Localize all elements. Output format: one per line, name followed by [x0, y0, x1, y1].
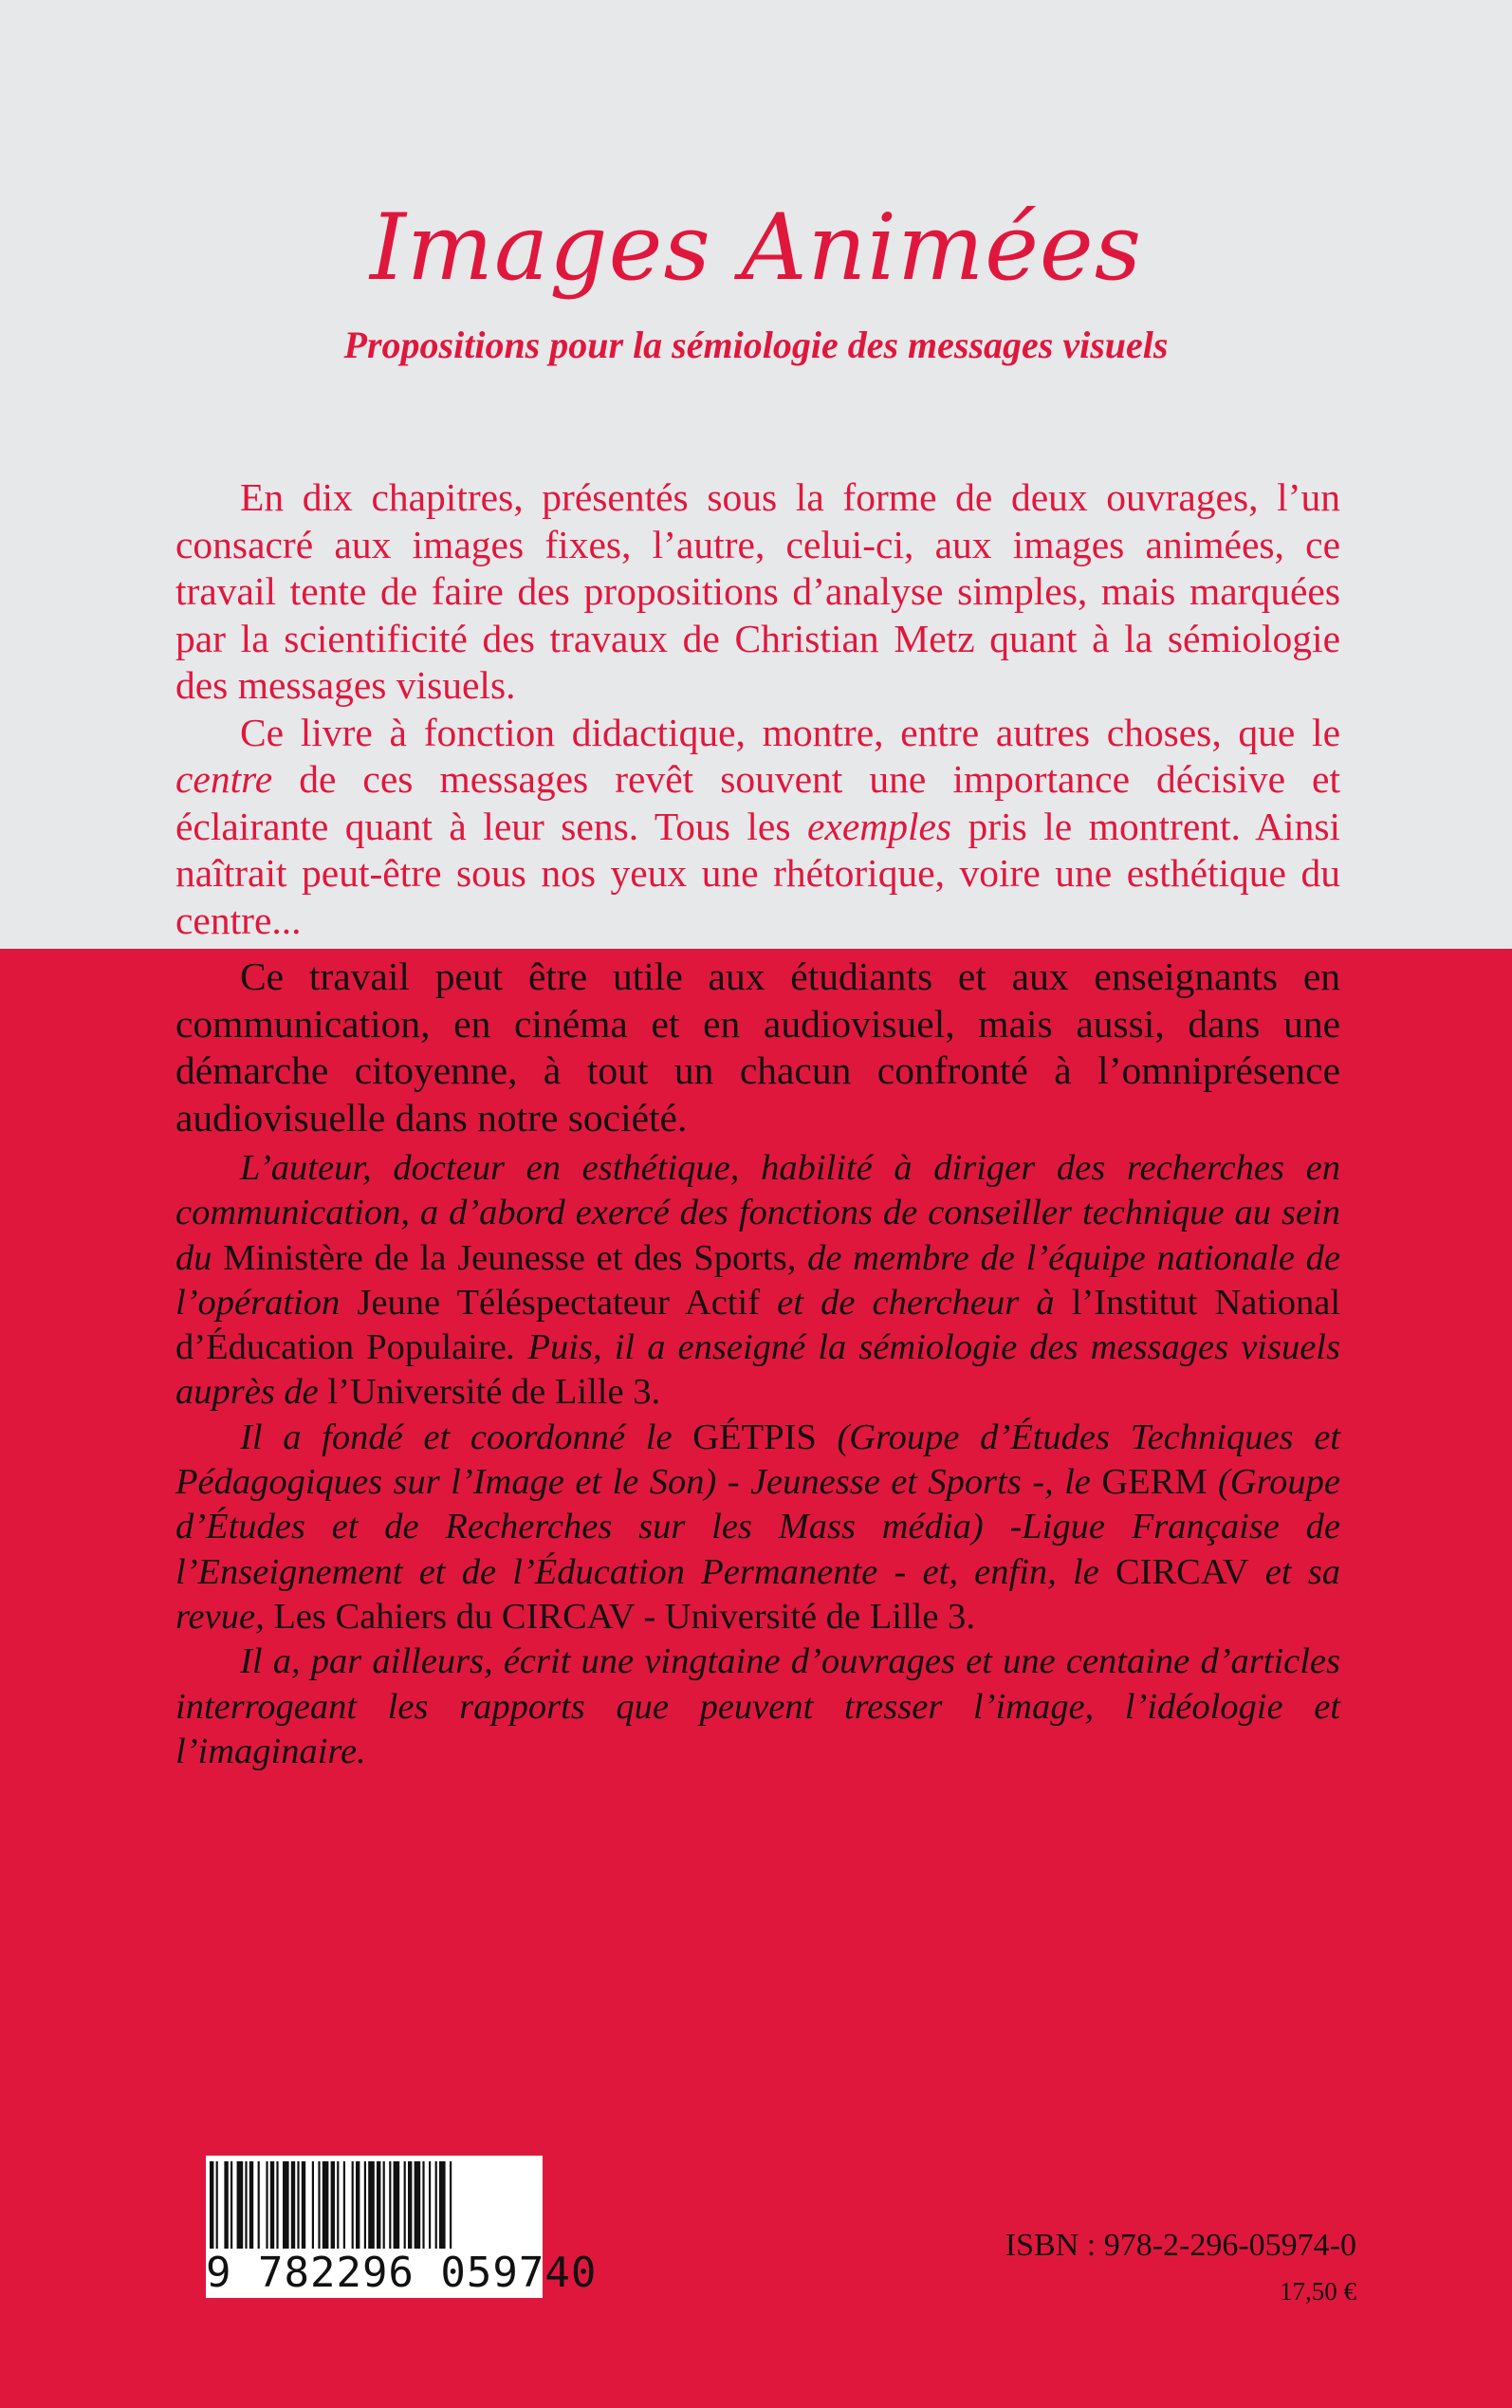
author-bio-paragraph-1: L’auteur, docteur en esthétique, habilité à diriger des recherches en communication, a d’abord exercé des fonctions de conseiller technique au sein du Ministère de la Jeunesse et des Sports, de membre de l’équipe nationale de l’opération Jeune Téléspectateur Actif et de chercheur à l’Institut National d’Éducation Populaire. Puis, il a enseigné la sémiologie des messages visuels auprès de l’Université de Lille 3. [175, 1148, 1341, 1413]
barcode [206, 2156, 598, 2298]
book-subtitle: Propositions pour la sémiologie des messages visuels [343, 324, 1169, 366]
price-label: 17,50 € [1280, 2277, 1356, 2306]
book-title: Images Animées [369, 194, 1142, 301]
isbn-label: ISBN : 978-2-296-05974-0 [1005, 2228, 1356, 2263]
author-bio-paragraph-3: Il a, par ailleurs, écrit une vingtaine d’ouvrages et une centaine d’articles interrogeant les rapports que peuvent tresser l’image, l’idéologie et l’imaginaire. [175, 1641, 1340, 1771]
synopsis-block-2 [175, 954, 1340, 1141]
synopsis-paragraph-1: En dix chapitres, présentés sous la forme de deux ouvrages, l’un consacré aux images fixes, l’autre, celui-ci, aux images animées, ce travail tente de faire des propositions d’analyse simples, mais marquées par la scientificité des travaux de Christian Metz quant à la sémiologie des messages visuels. [175, 475, 1340, 707]
barcode-digits: 9 782296 059740 [206, 2249, 598, 2297]
author-bio [175, 1146, 1340, 1774]
synopsis-block [175, 474, 1340, 944]
synopsis-paragraph-3: Ce travail peut être utile aux étudiants et aux enseignants en communication, en cinéma et en audiovisuel, mais aussi, dans une démarche citoyenne, à tout un chacun confronté à l’omniprésence audiovisuelle dans notre société. [175, 954, 1340, 1139]
synopsis-paragraph-2: Ce livre à fonction didactique, montre, entre autres choses, que le centre de ces messages revêt souvent une importance décisive et éclairante quant à leur sens. Tous les exemples pris le montrent. Ainsi naîtrait peut-être sous nos yeux une rhétorique, voire une esthétique du centre... [175, 710, 1340, 942]
author-bio-paragraph-2: Il a fondé et coordonné le GÉTPIS (Groupe d’Études Techniques et Pédagogiques sur l’Image et le Son) - Jeunesse et Sports -, le GERM (Groupe d’Études et de Recherches sur les Mass média) -Ligue Française de l’Enseignement et de l’Éducation Permanente - et, enfin, le CIRCAV et sa revue, Les Cahiers du CIRCAV - Université de Lille 3. [175, 1417, 1340, 1637]
